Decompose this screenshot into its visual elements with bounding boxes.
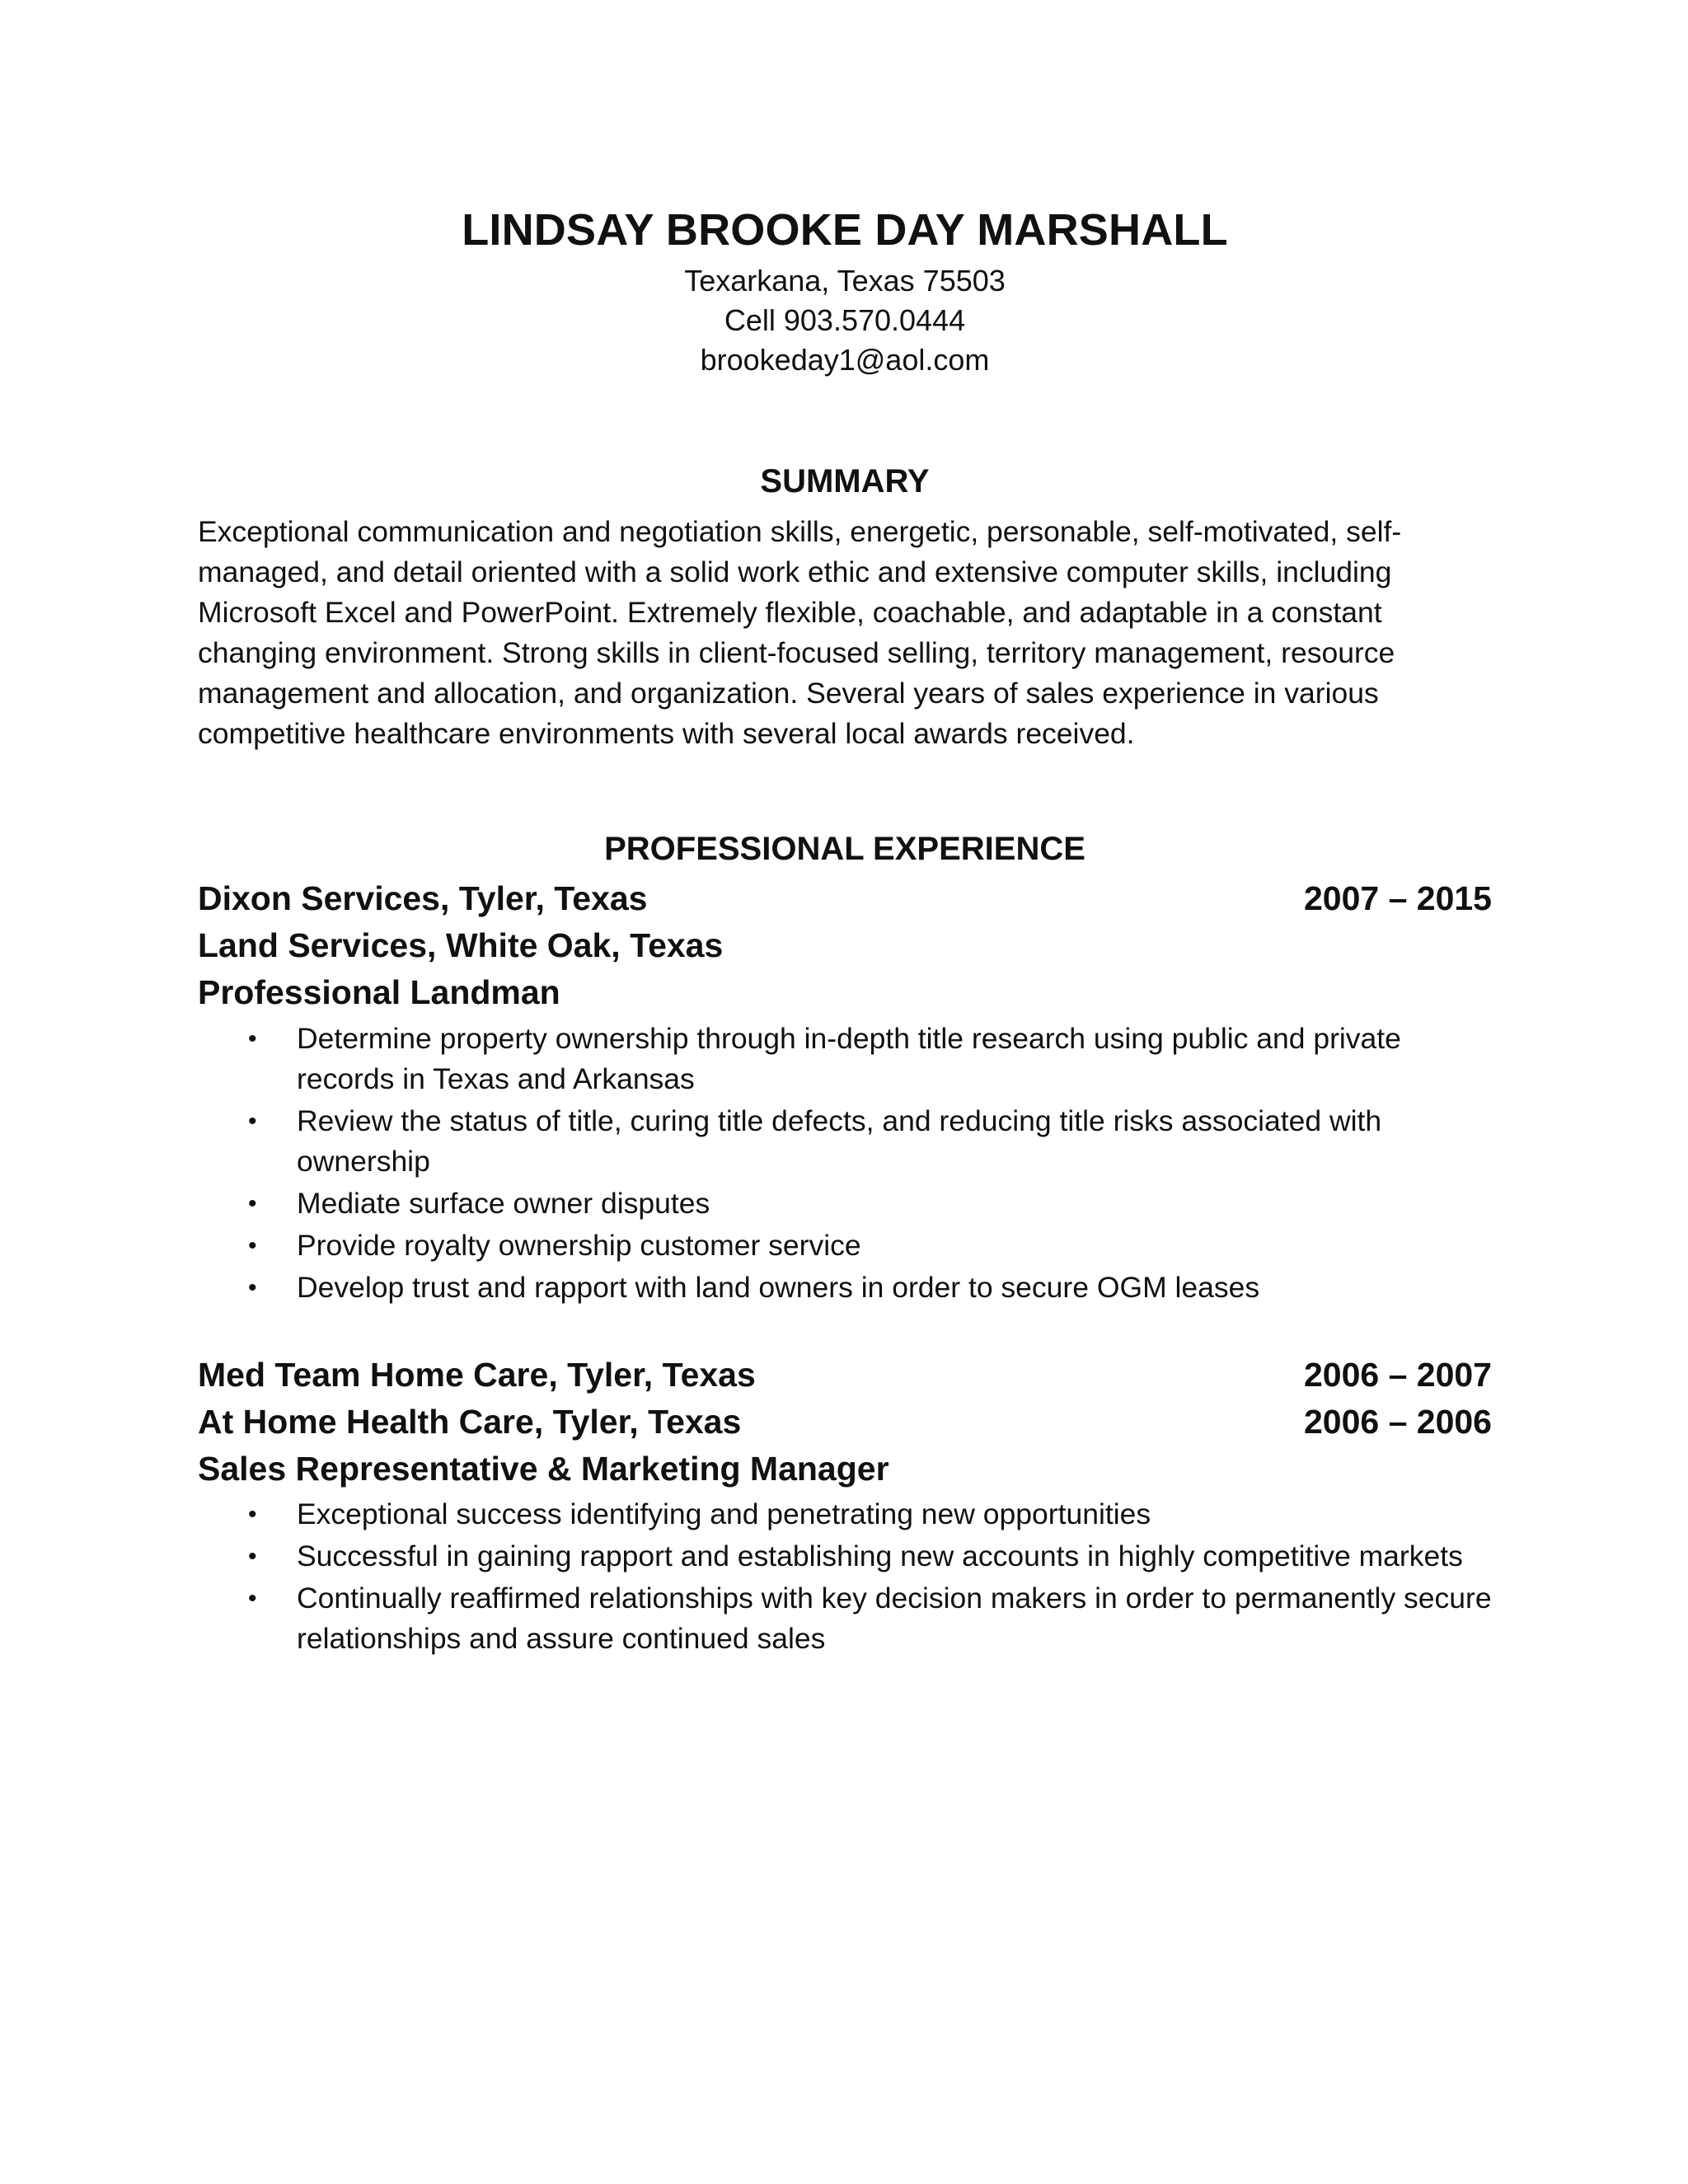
job-1-bullet-list <box>198 1019 1492 1310</box>
job-1-company-row <box>198 875 1492 921</box>
job-2-company-row <box>198 1352 1492 1398</box>
summary-text: Exceptional communication and negotiation skills, energetic, personable, self-motivated, self-managed, and detail oriented with a solid work ethic and extensive computer skills, including Microsoft Excel and PowerPoint. Extremely flexible, coachable, and adaptable in a constant changing environment. Strong skills in client-focused selling, territory management, resource management and allocation, and organization. Several years of sales experience in various competitive healthcare environments with several local awards received. <box>198 515 1402 750</box>
job-1-company: Dixon Services, Tyler, Texas <box>198 879 648 917</box>
job-1-title-row <box>198 969 1492 1015</box>
list-item: • Provide royalty ownership customer service <box>198 1226 1492 1266</box>
job-2-dates: 2006 – 2007 <box>1303 1356 1492 1394</box>
summary-heading: SUMMARY <box>760 463 930 499</box>
list-item: • Determine property ownership through in-depth title research using public and private records in Texas and Arkansas <box>198 1019 1492 1099</box>
list-item: • Develop trust and rapport with land owners in order to secure OGM leases <box>198 1268 1492 1308</box>
job-1-title: Professional Landman <box>198 973 560 1011</box>
job-2-title: Sales Representative & Marketing Manager <box>198 1450 889 1488</box>
job-2-dates-secondary: 2006 – 2006 <box>1303 1403 1492 1441</box>
job-2-company: Med Team Home Care, Tyler, Texas <box>198 1356 756 1394</box>
bullet-icon: • <box>248 1585 257 1612</box>
contact-phone: Cell 903.570.0444 <box>724 303 966 337</box>
job-2-company-secondary-row <box>198 1399 1492 1445</box>
list-item: • Continually reaffirmed relationships with key decision makers in order to permanently secure relationships and assure continued sales <box>198 1578 1492 1659</box>
job-1-dates: 2007 – 2015 <box>1303 879 1492 917</box>
bullet-icon: • <box>248 1232 257 1259</box>
job-2-company-secondary: At Home Health Care, Tyler, Texas <box>198 1403 742 1441</box>
list-item: • Exceptional success identifying and penetrating new opportunities <box>198 1494 1492 1535</box>
bullet-icon: • <box>248 1108 257 1135</box>
list-item: • Successful in gaining rapport and establishing new accounts in highly competitive markets <box>198 1536 1492 1577</box>
experience-heading: PROFESSIONAL EXPERIENCE <box>604 831 1085 867</box>
bullet-icon: • <box>248 1274 257 1301</box>
bullet-icon: • <box>248 1190 257 1217</box>
contact-email: brookeday1@aol.com <box>700 343 990 377</box>
list-item: • Mediate surface owner disputes <box>198 1183 1492 1224</box>
job-2-title-row <box>198 1446 1492 1492</box>
job-1-company-secondary: Land Services, White Oak, Texas <box>198 926 724 964</box>
bullet-icon: • <box>248 1501 257 1528</box>
bullet-icon: • <box>248 1543 257 1570</box>
list-item: • Review the status of title, curing title defects, and reducing title risks associated with ownership <box>198 1101 1492 1182</box>
job-1-company-secondary-row <box>198 922 1492 968</box>
candidate-name: LINDSAY BROOKE DAY MARSHALL <box>462 205 1228 255</box>
contact-location: Texarkana, Texas 75503 <box>684 264 1006 298</box>
bullet-icon: • <box>248 1025 257 1052</box>
job-2-bullet-list <box>198 1494 1492 1661</box>
